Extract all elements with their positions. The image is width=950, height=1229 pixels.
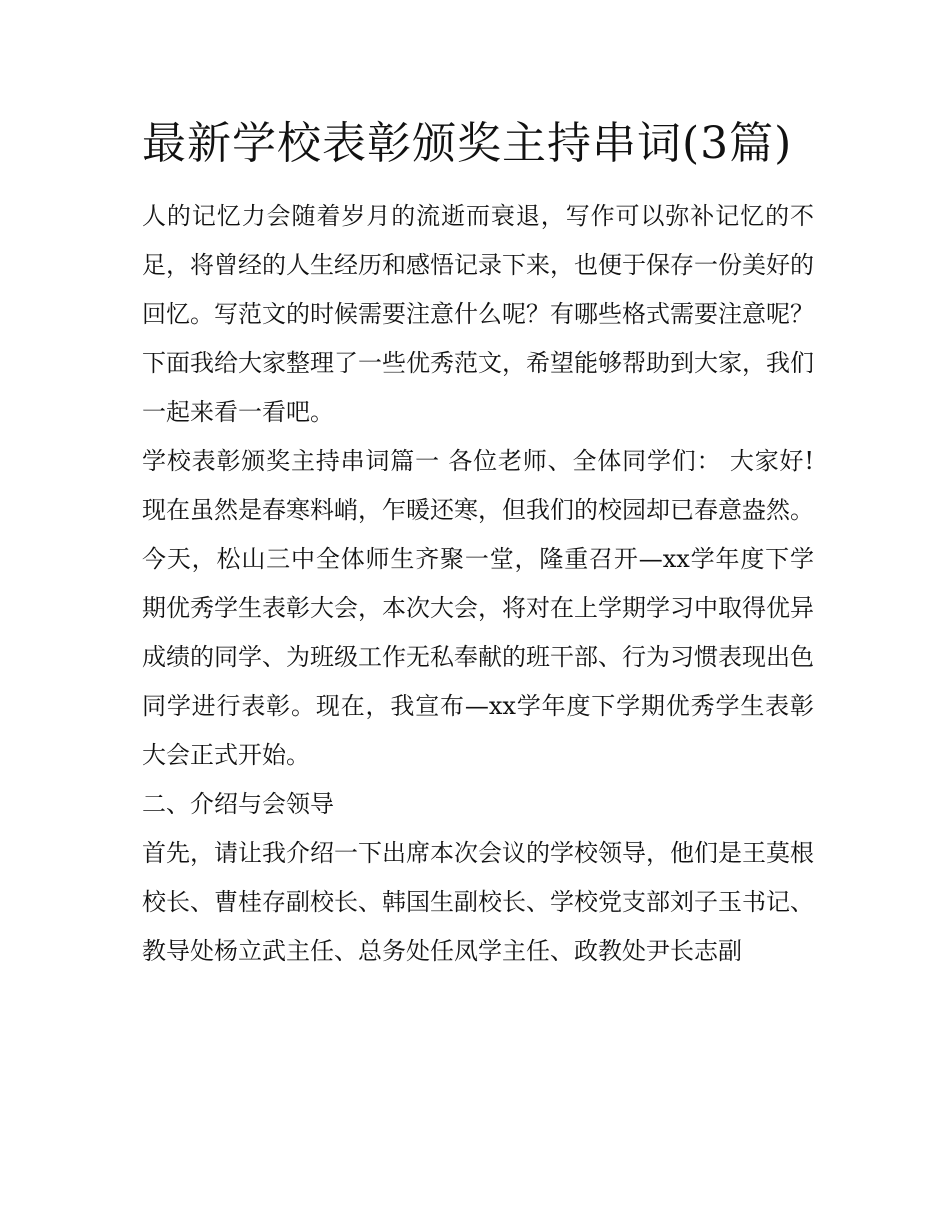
section-heading-introduce-leaders: 二、介绍与会领导	[142, 790, 334, 818]
document-title: 最新学校表彰颁奖主持串词(3篇)	[142, 118, 793, 169]
speech-paragraph-1: 学校表彰颁奖主持串词篇一 各位老师、全体同学们： 大家好!现在虽然是春寒料峭，乍暖还寒，但我们的校园却已春意盎然。今天，松山三中全体师生齐聚一堂，隆重召开—xx学年度下学期优秀学生表彰大会，本次大会，将对在上学期学习中取得优异成绩的同学、为班级工作无私奉献的班干部、行为习惯表现出色同学进行表彰。现在，我宣布—xx学年度下学期优秀学生表彰大会正式开始。	[142, 447, 814, 769]
document-body	[142, 112, 814, 976]
speech-paragraph-2: 首先，请让我介绍一下出席本次会议的学校领导，他们是王莫根校长、曹桂存副校长、韩国生副校长、学校党支部刘子玉书记、教导处杨立武主任、总务处任凤学主任、政教处尹长志副	[142, 839, 814, 965]
intro-paragraph: 人的记忆力会随着岁月的流逝而衰退，写作可以弥补记忆的不足，将曾经的人生经历和感悟记录下来，也便于保存一份美好的回忆。写范文的时候需要注意什么呢？有哪些格式需要注意呢？下面我给大家整理了一些优秀范文，希望能够帮助到大家，我们一起来看一看吧。	[142, 202, 814, 426]
